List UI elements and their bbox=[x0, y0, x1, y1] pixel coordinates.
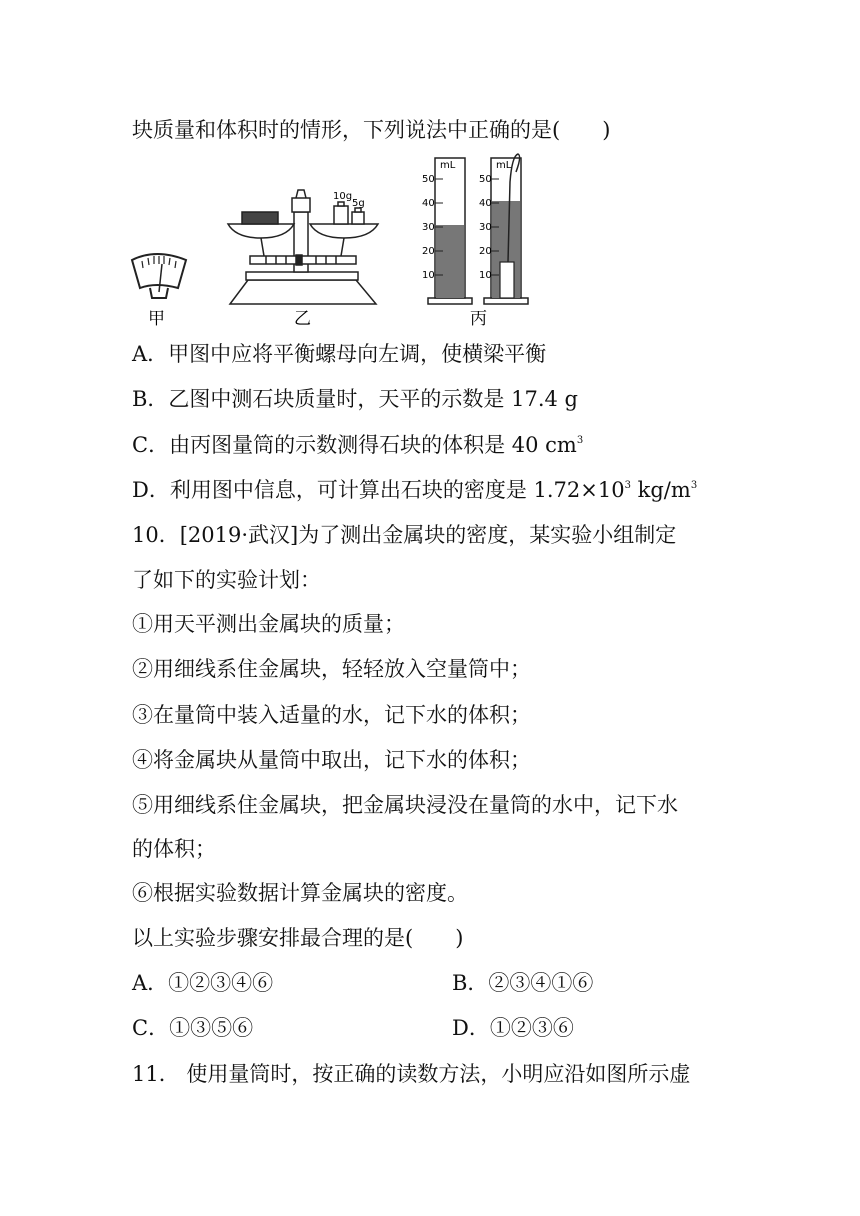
q9-option-d-unit: kg/m bbox=[630, 478, 691, 502]
caption-jia: 甲 bbox=[148, 309, 165, 329]
tick-left-10: 10 bbox=[422, 270, 435, 281]
q10-option-d: D．①②③⑥ bbox=[452, 1016, 574, 1040]
q9-option-b: B．乙图中测石块质量时，天平的示数是 17.4 g bbox=[132, 387, 578, 411]
q9-option-d-sup1: 3 bbox=[624, 480, 631, 491]
cylinder-left-unit: mL bbox=[440, 160, 456, 171]
tick-right-10: 10 bbox=[479, 270, 492, 281]
tick-right-40: 40 bbox=[479, 198, 492, 209]
tick-right-50: 50 bbox=[479, 174, 492, 185]
q10-step-5-cont: 的体积； bbox=[132, 837, 216, 861]
q9-option-c bbox=[132, 431, 583, 459]
weight-10g-label: 10g bbox=[333, 191, 353, 202]
q11-line1: 11． 使用量筒时，按正确的读数方法，小明应沿如图所示虚 bbox=[132, 1062, 691, 1086]
q9-option-a: A．甲图中应将平衡螺母向左调，使横梁平衡 bbox=[132, 342, 547, 366]
q10-step-1: ①用天平测出金属块的质量； bbox=[132, 612, 405, 636]
q9-option-c-sup: 3 bbox=[576, 435, 584, 446]
q10-option-c: C．①③⑤⑥ bbox=[132, 1016, 254, 1040]
q10-option-a: A．①②③④⑥ bbox=[132, 971, 274, 995]
q10-step-3: ③在量筒中装入适量的水，记下水的体积； bbox=[132, 703, 531, 727]
tick-left-40: 40 bbox=[422, 198, 435, 209]
q10-step-5: ⑤用细线系住金属块，把金属块浸没在量筒的水中，记下水 bbox=[132, 793, 678, 817]
q10-line1: 10．[2019·武汉]为了测出金属块的密度，某实验小组制定 bbox=[132, 523, 677, 547]
cylinder-right-ticks bbox=[479, 174, 492, 281]
weight-5g-label: 5g bbox=[352, 198, 365, 209]
tick-left-30: 30 bbox=[422, 222, 435, 233]
q9-option-d-text: D．利用图中信息，可计算出石块的密度是 1.72×10 bbox=[132, 478, 625, 502]
q10-step-6: ⑥根据实验数据计算金属块的密度。 bbox=[132, 881, 468, 905]
tick-left-20: 20 bbox=[422, 246, 435, 257]
cylinder-right-unit: mL bbox=[496, 160, 512, 171]
q9-stem: 块质量和体积时的情形，下列说法中正确的是( ) bbox=[132, 118, 611, 142]
q10-question: 以上实验步骤安排最合理的是( ) bbox=[132, 926, 464, 950]
caption-bing: 丙 bbox=[470, 309, 487, 329]
q9-option-d bbox=[132, 476, 697, 504]
q10-step-4: ④将金属块从量筒中取出，记下水的体积； bbox=[132, 748, 531, 772]
caption-yi: 乙 bbox=[294, 309, 311, 329]
q10-step-2: ②用细线系住金属块，轻轻放入空量筒中； bbox=[132, 657, 531, 681]
tick-right-20: 20 bbox=[479, 246, 492, 257]
cylinders-bing bbox=[424, 152, 544, 312]
cylinder-left-ticks bbox=[422, 174, 435, 281]
q10-line2: 了如下的实验计划： bbox=[132, 568, 321, 592]
q10-option-b: B．②③④①⑥ bbox=[452, 971, 594, 995]
tick-right-30: 30 bbox=[479, 222, 492, 233]
q9-option-d-sup2: 3 bbox=[690, 480, 698, 491]
q9-option-c-text: C．由丙图量筒的示数测得石块的体积是 40 cm bbox=[132, 433, 577, 457]
tick-left-50: 50 bbox=[422, 174, 435, 185]
balance-pointer-scale-jia bbox=[132, 254, 186, 298]
